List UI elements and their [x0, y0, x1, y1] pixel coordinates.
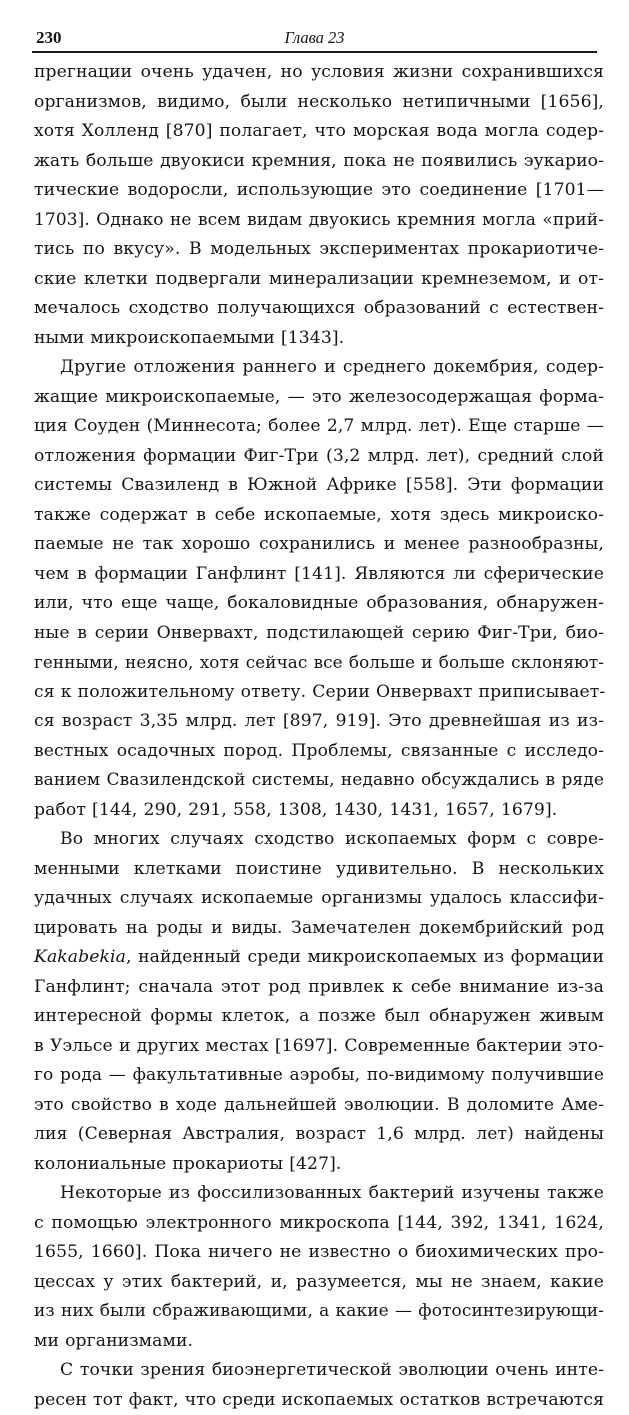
text-line: 1703]. Однако не всем видам двуокись кремния могла «прий- [34, 206, 604, 236]
text-line: ные в серии Онвервахт, подстилающей серию Фиг-Три, био- [34, 619, 604, 649]
text-line: с помощью электронного микроскопа [144, 392, 1341, 1624, [34, 1209, 604, 1239]
text-line: тические водоросли, использующие это соединение [1701— [34, 176, 604, 206]
text-line: ными микроископаемыми [1343]. [34, 324, 604, 354]
text-line: ми организмами. [34, 1327, 604, 1357]
text-line: работ [144, 290, 291, 558, 1308, 1430, 1431, 1657, 1679]. [34, 796, 604, 826]
paragraph-first-line: Во многих случаях сходство ископаемых форм с совре- [34, 825, 604, 855]
page-number: 230 [36, 28, 62, 48]
text-line: мечалось сходство получающихся образований с естествен- [34, 294, 604, 324]
text-line: также содержат в себе ископаемые, хотя здесь микроиско- [34, 501, 604, 531]
text-line: генными, неясно, хотя сейчас все больше и больше склоняют- [34, 648, 604, 678]
paragraph-first-line: Некоторые из фоссилизованных бактерий изучены также [34, 1179, 604, 1209]
text-line: цессах у этих бактерий, и, разумеется, мы не знаем, какие [34, 1268, 604, 1298]
text-line: цировать на роды и виды. Замечателен докембрийский род [34, 914, 604, 944]
text-span: , найденный среди микроископаемых из формации [126, 947, 604, 967]
chapter-running-head: Глава 23 [32, 28, 597, 48]
text-line: прегнации очень удачен, но условия жизни сохранившихся [34, 58, 604, 88]
text-line: вестных осадочных пород. Проблемы, связанные с исследо- [34, 737, 604, 767]
text-line: колониальные прокариоты [427]. [34, 1150, 604, 1180]
text-line: ванием Свазилендской системы, недавно обсуждались в ряде [34, 766, 604, 796]
text-line: интересной формы клеток, а позже был обнаружен живым [34, 1002, 604, 1032]
page-header [32, 26, 597, 50]
text-line: тись по вкусу». В модельных экспериментах прокариотиче- [34, 235, 604, 265]
paragraph-first-line: Другие отложения раннего и среднего докембрия, содер- [34, 353, 604, 383]
text-line: го рода — факультативные аэробы, по-видимому получившие [34, 1061, 604, 1091]
text-line: ция Соуден (Миннесота; более 2,7 млрд. лет). Еще старше — [34, 412, 604, 442]
header-rule [32, 51, 597, 53]
text-line: жать больше двуокиси кремния, пока не появились эукарио- [34, 147, 604, 177]
text-line: это свойство в ходе дальнейшей эволюции. В доломите Аме- [34, 1091, 604, 1121]
text-line: ские клетки подвергали минерализации кремнеземом, и от- [34, 265, 604, 295]
body-text [34, 58, 604, 1415]
text-line: 1655, 1660]. Пока ничего не известно о биохимических про- [34, 1238, 604, 1268]
text-line-with-genus [34, 943, 604, 973]
text-line: лия (Северная Австралия, возраст 1,6 млрд. лет) найдены [34, 1120, 604, 1150]
text-line: ся возраст 3,35 млрд. лет [897, 919]. Это древнейшая из из- [34, 707, 604, 737]
text-line: отложения формации Фиг-Три (3,2 млрд. лет), средний слой [34, 442, 604, 472]
text-line: или, что еще чаще, бокаловидные образования, обнаружен- [34, 589, 604, 619]
text-line: паемые не так хорошо сохранились и менее разнообразны, [34, 530, 604, 560]
text-line: ресен тот факт, что среди ископаемых остатков встречаются [34, 1386, 604, 1415]
text-line: жащие микроископаемые, — это железосодержащая форма- [34, 383, 604, 413]
text-line: чем в формации Ганфлинт [141]. Являются ли сферические [34, 560, 604, 590]
text-line: ся к положительному ответу. Серии Онвервахт приписывает- [34, 678, 604, 708]
text-line: в Уэльсе и других местах [1697]. Современные бактерии это- [34, 1032, 604, 1062]
text-line: менными клетками поистине удивительно. В нескольких [34, 855, 604, 885]
text-line: системы Свазиленд в Южной Африке [558]. Эти формации [34, 471, 604, 501]
text-line: организмов, видимо, были несколько нетипичными [1656], [34, 88, 604, 118]
text-line: удачных случаях ископаемые организмы удалось классифи- [34, 884, 604, 914]
paragraph-first-line: С точки зрения биоэнергетической эволюции очень инте- [34, 1356, 604, 1386]
text-line: из них были сбраживающими, а какие — фотосинтезирующи- [34, 1297, 604, 1327]
text-line: Ганфлинт; сначала этот род привлек к себе внимание из-за [34, 973, 604, 1003]
genus-name-italic: Kakabekia [34, 947, 126, 967]
text-line: хотя Холленд [870] полагает, что морская вода могла содер- [34, 117, 604, 147]
